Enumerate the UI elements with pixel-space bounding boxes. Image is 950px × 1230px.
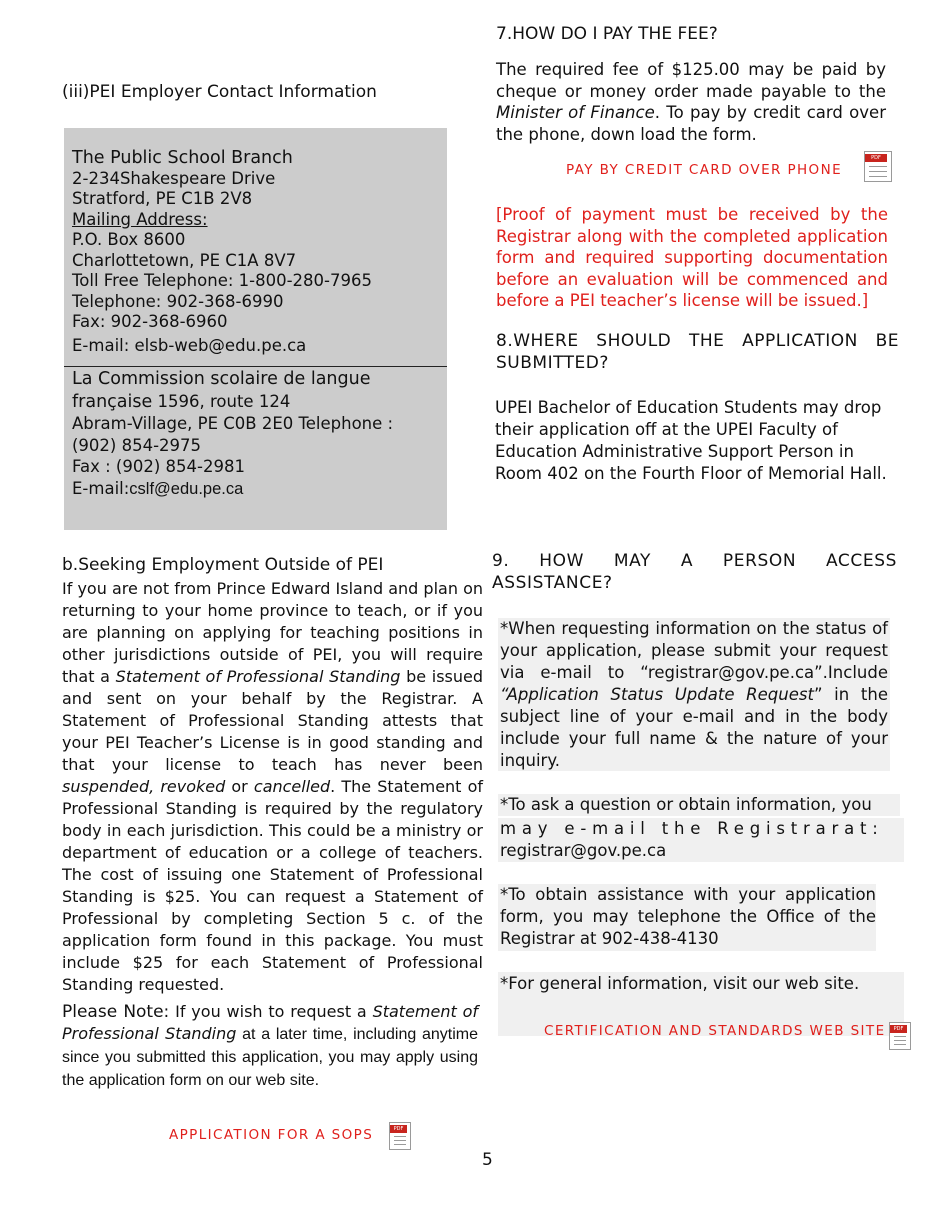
public-school-name: The Public School Branch (72, 148, 293, 168)
public-school-address1: 2-234Shakespeare Drive (72, 168, 276, 188)
contact-box (64, 128, 447, 530)
pay-by-credit-card-link[interactable]: PAY BY CREDIT CARD OVER PHONE (566, 162, 843, 178)
application-for-sops-link[interactable]: APPLICATION FOR A SOPS (169, 1127, 374, 1143)
public-school-city: Charlottetown, PE C1A 8V7 (72, 250, 297, 270)
q8-paragraph: UPEI Bachelor of Education Students may drop their application off at the UPEI Faculty of Education Administrative Support Person in Room 402 on the Fourth Floor of Memorial Hall. (495, 398, 887, 483)
status-request-box: *When requesting information on the status of your application, please submit your request via e-mail to “registrar@gov.pe.ca”.Include “Application Status Update Request” in the subject line of your e-mail and in the body include your full name & the nature of your inquiry. (500, 619, 888, 770)
please-note-paragraph: Please Note: If you wish to request a Statement of Professional Standing at a later time, including anytime since you submitted this application, you may apply using the application form on our web site. (62, 1002, 479, 1089)
ask-question-box (498, 818, 904, 862)
commission-fax: Fax : (902) 854-2981 (72, 457, 245, 476)
contact-divider (64, 366, 447, 367)
mailing-address-label: Mailing Address: (72, 209, 208, 229)
employer-contact-heading: (iii)PEI Employer Contact Information (62, 82, 377, 102)
public-school-email[interactable]: E-mail: elsb-web@edu.pe.ca (72, 335, 307, 355)
commission-email[interactable]: E-mail:cslf@edu.pe.ca (72, 478, 244, 498)
public-school-fax: Fax: 902-368-6960 (72, 312, 228, 331)
q8-heading: 8.WHERE SHOULD THE APPLICATION BE SUBMITTED? (496, 331, 899, 373)
public-school-address2: Stratford, PE C1B 2V8 (72, 189, 253, 208)
ask-question-line2: may e-mail the Registrarat: (500, 819, 884, 838)
certification-standards-link[interactable]: CERTIFICATION AND STANDARDS WEB SITE (544, 1023, 886, 1039)
pdf-icon[interactable]: PDF (889, 1022, 911, 1050)
seeking-employment-heading: b.Seeking Employment Outside of PEI (62, 555, 384, 575)
pdf-icon[interactable]: PDF (389, 1122, 411, 1150)
q7-heading: 7.HOW DO I PAY THE FEE? (496, 24, 718, 44)
q9-heading: 9. HOW MAY A PERSON ACCESS ASSISTANCE? (492, 551, 897, 593)
commission-line2: Abram-Village, PE C0B 2E0 Telephone : (72, 414, 394, 433)
public-school-po-box: P.O. Box 8600 (72, 230, 186, 249)
commission-name-line2: française 1596, route 124 (72, 391, 291, 412)
pdf-icon[interactable]: PDF (864, 151, 892, 182)
q7-paragraph: The required fee of $125.00 may be paid by cheque or money order made payable to the Minister of Finance. To pay by credit card over the phone, down load the form. (496, 60, 886, 144)
telephone-assistance-box: *To obtain assistance with your application form, you may telephone the Office of the Registrar at 902-438-4130 (498, 884, 876, 951)
commission-phone: (902) 854-2975 (72, 435, 202, 455)
general-info-text: *For general information, visit our web site. (500, 974, 860, 993)
general-info-box (498, 972, 904, 1039)
ask-question-box-line1: *To ask a question or obtain information, you (498, 794, 900, 816)
seeking-employment-paragraph: If you are not from Prince Edward Island and plan on returning to your home province to teach, or if you are planning on applying for teaching positions in other jurisdictions outside of PEI, you will require that a Statement of Professional Standing be issued and sent on your behalf by the Registrar. A Statement of Professional Standing attests that your PEI Teacher’s License is in good standing and that your license to teach has never been suspended, revoked or cancelled. The Statement of Professional Standing is required by the regulatory body in each jurisdiction. This could be a ministry or department of education or a college of teachers. The cost of issuing one Statement of Professional Standing is $25. You can request a Statement of Professional by completing Section 5 c. of the application form found in this package. You must include $25 for each Statement of Professional Standing requested. (62, 579, 484, 994)
public-school-toll-free: Toll Free Telephone: 1-800-280-7965 (72, 271, 372, 290)
registrar-email[interactable]: registrar@gov.pe.ca (500, 841, 667, 860)
commission-name: La Commission scolaire de langue (72, 369, 371, 389)
commission-block (72, 369, 444, 500)
public-school-telephone: Telephone: 902-368-6990 (72, 291, 284, 311)
public-school-branch-block (72, 148, 444, 356)
page-number: 5 (482, 1150, 493, 1170)
proof-of-payment-note: [Proof of payment must be received by the Registrar along with the completed application form and required supporting documentation before an evaluation will be commenced and before a PEI teacher’s license will be issued.] (496, 205, 888, 310)
